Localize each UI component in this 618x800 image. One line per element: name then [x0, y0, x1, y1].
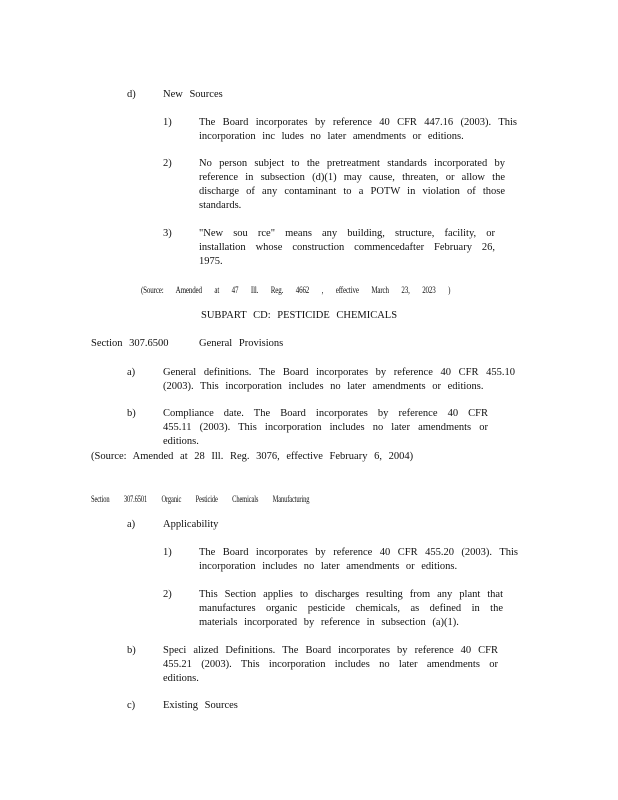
item-d2-marker: 2): [163, 158, 172, 169]
subsection-b-text: Speci alized Definitions. The Board incorporates by reference 40 CFR 455.21 (2003). This incorporation includes no later amendments or editions.: [163, 645, 498, 684]
item-a2-text: This Section applies to discharges resulting from any plant that manufactures organic pesticide chemicals, as defined in the materials incorporated by reference in subsection (a)(1).: [199, 589, 503, 628]
section-6500-b-marker: b): [127, 408, 136, 419]
section-6500-title: General Provisions: [199, 338, 284, 349]
subsection-b-marker: b): [127, 645, 136, 656]
section-6500-label: Section 307.6500: [91, 338, 169, 349]
section-6500-a-text: General definitions. The Board incorporates by reference 40 CFR 455.10 (2003). This incorporation includes no later amendments or editions.: [163, 367, 515, 392]
subsection-a-marker: a): [127, 519, 136, 530]
item-a1-marker: 1): [163, 547, 172, 558]
subsection-d-marker: d): [127, 89, 136, 100]
source-note-2023: (Source: Amended at 47 Ill. Reg. 4662 , effective March 23, 2023 ): [141, 285, 451, 295]
subsection-a-heading: Applicability: [163, 519, 219, 530]
item-d1-marker: 1): [163, 117, 172, 128]
item-d2-text: No person subject to the pretreatment standards incorporated by reference in subsection (d)(1) may cause, threaten, or allow the discharge of any contaminant to a POTW in violation of those standards.: [199, 158, 505, 211]
subsection-c-heading: Existing Sources: [163, 700, 238, 711]
item-d3-text: "New sou rce" means any building, structure, facility, or installation whose construction commencedafter February 26, 1975.: [199, 228, 495, 267]
item-d1-text: The Board incorporates by reference 40 CFR 447.16 (2003). This incorporation inc ludes no later amendments or editions.: [199, 117, 517, 142]
item-a1-text: The Board incorporates by reference 40 CFR 455.20 (2003). This incorporation includes no later amendments or editions.: [199, 547, 518, 572]
section-6500-b-text: Compliance date. The Board incorporates by reference 40 CFR 455.11 (2003). This incorporation includes no later amendments or editions.: [163, 408, 488, 447]
item-d3-marker: 3): [163, 228, 172, 239]
subpart-title: SUBPART CD: PESTICIDE CHEMICALS: [201, 310, 398, 321]
subsection-c-marker: c): [127, 700, 136, 711]
section-6500-a-marker: a): [127, 367, 136, 378]
subsection-d-heading: New Sources: [163, 89, 223, 100]
section-6501-heading: Section 307.6501 Organic Pesticide Chemicals Manufacturing: [91, 494, 310, 504]
item-a2-marker: 2): [163, 589, 172, 600]
source-note-2004: (Source: Amended at 28 Ill. Reg. 3076, effective February 6, 2004): [91, 451, 414, 462]
